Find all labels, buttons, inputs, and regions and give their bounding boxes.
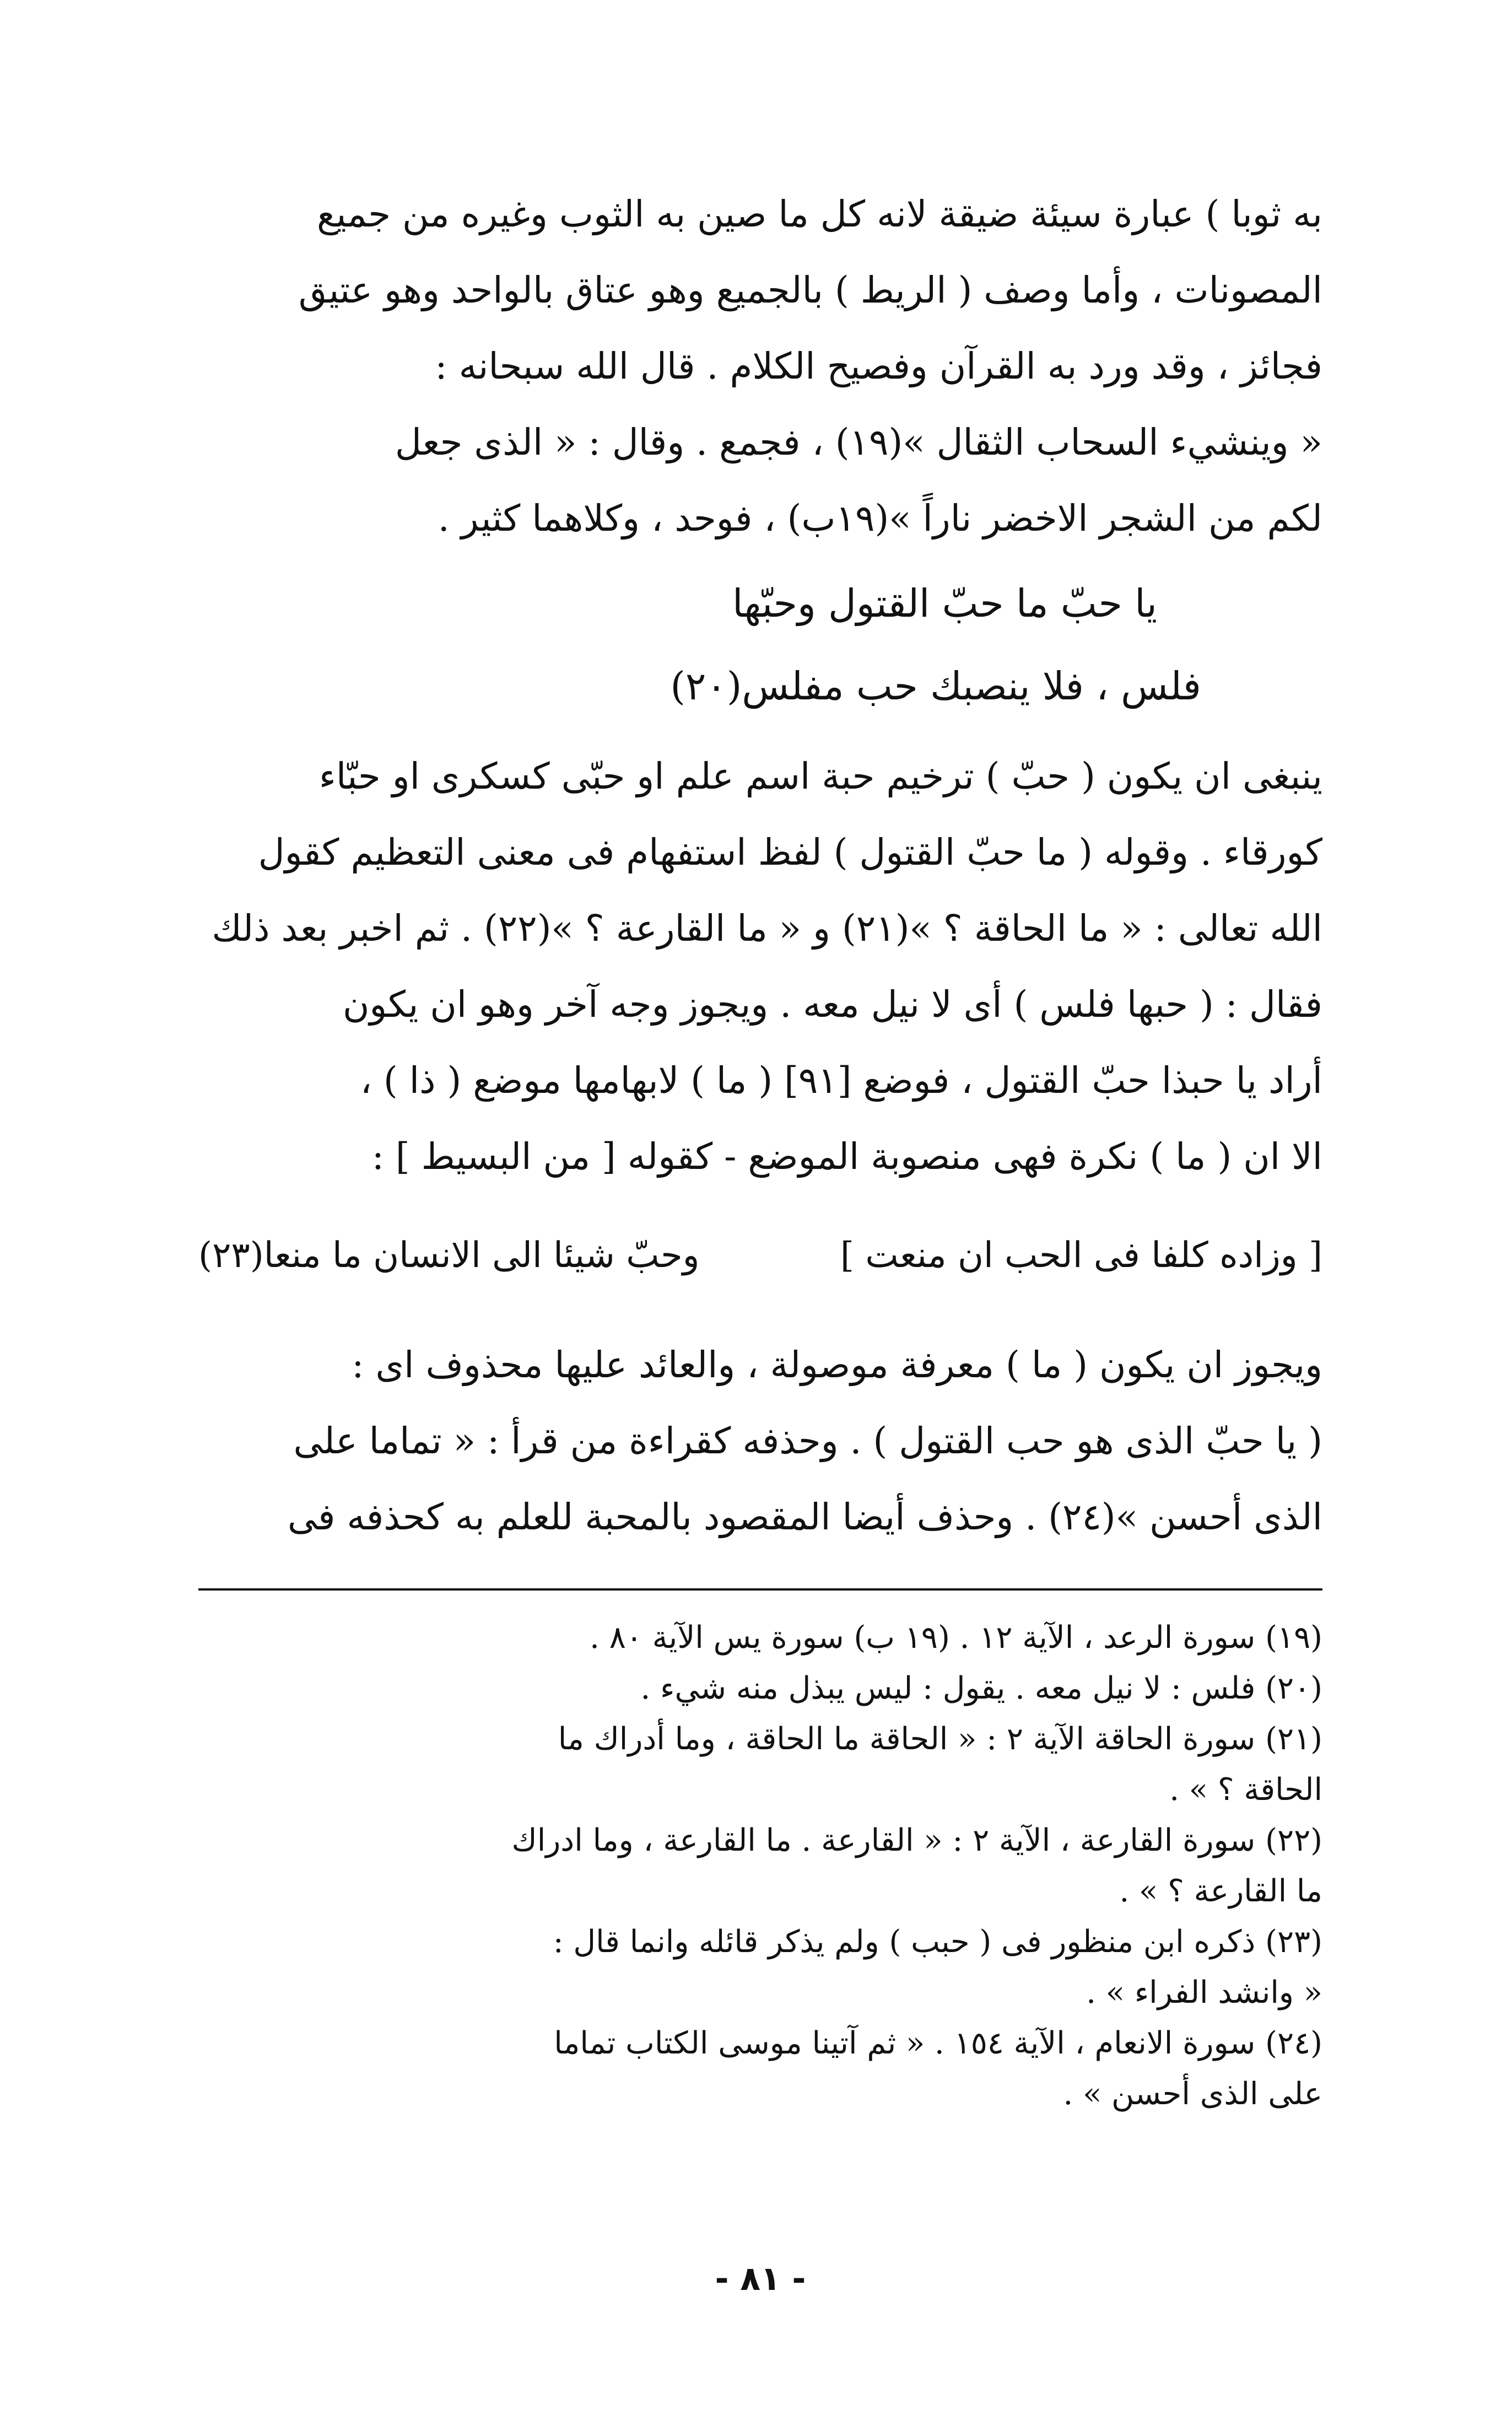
footnote-line: (٢٤) سورة الانعام ، الآية ١٥٤ . « ثم آتينا موسى الكتاب تماما	[554, 2025, 1322, 2061]
text-line: الذى أحسن »(٢٤) . وحذف أيضا المقصود بالمحبة للعلم به كحذفه فى	[287, 1496, 1322, 1538]
footnote-line: (٢١) سورة الحاقة الآية ٢ : « الحاقة ما الحاقة ، وما أدراك ما	[558, 1721, 1322, 1757]
verse-block-2	[198, 1217, 1322, 1294]
text-line: لكم من الشجر الاخضر ناراً »(١٩ب) ، فوحد ، وكلاهما كثير .	[438, 497, 1322, 540]
footnote-line: الحاقة ؟ » .	[1169, 1772, 1322, 1808]
verse-block-1	[198, 562, 1322, 727]
text-line: كورقاء . وقوله ( ما حبّ القتول ) لفظ استفهام فى معنى التعظيم كقول	[258, 831, 1322, 874]
text-line: المصونات ، وأما وصف ( الريط ) بالجميع وهو عتاق بالواحد وهو عتيق	[298, 269, 1322, 311]
footnote-divider	[198, 1588, 1322, 1591]
text-line: ويجوز ان يكون ( ما ) معرفة موصولة ، والعائد عليها محذوف اى :	[352, 1344, 1322, 1386]
text-line: ( يا حبّ الذى هو حب القتول ) . وحذفه كقراءة من قرأ : « تماما على	[293, 1420, 1322, 1462]
text-line: فجائز ، وقد ورد به القرآن وفصيح الكلام . قال الله سبحانه :	[435, 345, 1322, 387]
text-line: « وينشيء السحاب الثقال »(١٩) ، فجمع . وقال : « الذى جعل	[395, 421, 1322, 463]
footnote-line: على الذى أحسن » .	[1063, 2076, 1322, 2112]
footnote-line: (٢٣) ذكره ابن منظور فى ( حبب ) ولم يذكر قائله وانما قال :	[553, 1924, 1322, 1960]
text-line: فقال : ( حبها فلس ) أى لا نيل معه . ويجوز وجه آخر وهو ان يكون	[342, 983, 1322, 1026]
text-line: ينبغى ان يكون ( حبّ ) ترخيم حبة اسم علم او حبّى كسكرى او حبّاء	[318, 755, 1322, 797]
verse-line: فلس ، فلا ينصبك حب مفلس(٢٠)	[670, 664, 1201, 709]
paragraph-2	[198, 739, 1322, 1195]
document-page	[198, 176, 1322, 2304]
footnote-line: ما القارعة ؟ » .	[1119, 1873, 1322, 1909]
footnote-line: « وانشد الفراء » .	[1086, 1975, 1322, 2010]
text-line: الله تعالى : « ما الحاقة ؟ »(٢١) و « ما القارعة ؟ »(٢٢) . ثم اخبر بعد ذلك	[212, 907, 1322, 950]
text-line: به ثوبا ) عبارة سيئة ضيقة لانه كل ما صين به الثوب وغيره من جميع	[317, 193, 1322, 235]
text-line: أراد يا حبذا حبّ القتول ، فوضع [٩١] ( ما ) لابهامها موضع ( ذا ) ،	[360, 1059, 1322, 1102]
footnote-line: (١٩) سورة الرعد ، الآية ١٢ . (١٩ ب) سورة يس الآية ٨٠ .	[590, 1620, 1322, 1656]
footnote-line: (٢٢) سورة القارعة ، الآية ٢ : « القارعة . ما القارعة ، وما ادراك	[511, 1823, 1322, 1858]
verse-line: يا حبّ ما حبّ القتول وحبّها	[732, 581, 1157, 626]
footnote-line: (٢٠) فلس : لا نيل معه . يقول : ليس يبذل منه شيء .	[640, 1670, 1322, 1706]
paragraph-1	[198, 176, 1322, 557]
page-number: - ٨١ -	[715, 2260, 806, 2298]
verse-hemistich-left: وحبّ شيئا الى الانسان ما منعا(٢٣)	[198, 1235, 700, 1276]
footnotes	[198, 1613, 1322, 2120]
verse-hemistich-right: [ وزاده كلفا فى الحب ان منعت ]	[840, 1235, 1322, 1276]
text-line: الا ان ( ما ) نكرة فهى منصوبة الموضع - كقوله [ من البسيط ] :	[371, 1135, 1322, 1178]
paragraph-3	[198, 1327, 1322, 1555]
